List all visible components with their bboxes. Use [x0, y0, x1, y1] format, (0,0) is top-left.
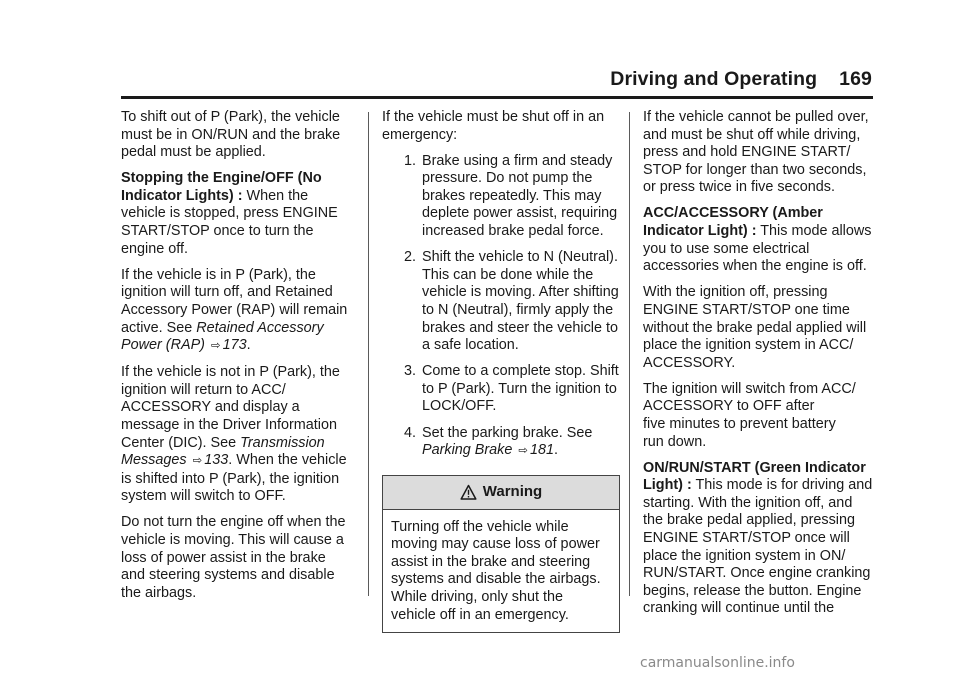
paragraph-do-not-turn-off: Do not turn the engine off when the vehicle is moving. This will cause a loss of power assist in the brake and steering systems and disable the airbags. [121, 514, 346, 601]
column-2 [382, 109, 618, 633]
heading-stopping-engine: Stopping the Engine/OFF (No [121, 170, 322, 187]
heading-acc-accessory: ACC/ACCESSORY (Amber [643, 205, 823, 222]
paragraph-ignition-off-pressing: With the ignition off, pressing ENGINE START/STOP one time without the brake pedal applied will place the ignition system in ACC/ ACCESSORY. [643, 284, 867, 371]
page-reference-arrow-icon: ⇨ [518, 445, 529, 458]
paragraph-stopping-engine: Stopping the Engine/OFF (No Indicator Lights) : When the vehicle is stopped, press ENGINE START/STOP once to turn the engine off. [121, 170, 338, 257]
list-item: 4. Set the parking brake. See Parking Brake ⇨ 181. [403, 424, 593, 459]
paragraph-ignition-switch-off: The ignition will switch from ACC/ ACCESSORY to OFF after five minutes to prevent battery run down. [643, 380, 856, 450]
page-reference-arrow-icon: ⇨ [210, 340, 221, 353]
list-item: 1. Brake using a firm and steady pressure. Do not pump the brakes repeatedly. This may deplete power assist, requiring increased brake pedal force. [403, 152, 618, 240]
column-1 [121, 109, 357, 611]
paragraph-cannot-pull-over: If the vehicle cannot be pulled over, and must be shut off while driving, press and hold ENGINE START/ STOP for longer than two seconds, or press twice in five seconds. [643, 109, 869, 196]
warning-header [383, 476, 619, 510]
section-title: Driving and Operating [610, 68, 818, 90]
list-item: 3. Come to a complete stop. Shift to P (Park). Turn the ignition to LOCK/OFF. [403, 363, 619, 415]
warning-title: Warning [482, 483, 543, 501]
link-transmission-messages[interactable]: Transmission [240, 434, 325, 451]
page-number: 169 [839, 68, 872, 90]
warning-icon [460, 484, 477, 501]
link-retained-accessory-power[interactable]: Retained Accessory [196, 319, 324, 336]
page-header [610, 68, 872, 91]
page-ref-173[interactable]: 173 [222, 337, 247, 354]
paragraph-on-run-start: ON/RUN/START (Green Indicator Light) : This mode is for driving and starting. With the ignition off, and the brake pedal applied, pressing ENGINE START/STOP once will place the ignition system in ON/ RUN/START. Once engine cranking begins, release the button. Engine cranking will continue until the [643, 459, 873, 617]
page-ref-181[interactable]: 181 [530, 442, 555, 459]
link-parking-brake[interactable]: Parking Brake [422, 442, 513, 459]
paragraph-vehicle-not-in-park: If the vehicle is not in P (Park), the ignition will return to ACC/ ACCESSORY and display a message in the Driver Information Center (DIC). See Transmission Messages ⇨ 133. When the vehicle is shifted into P (Park), the ignition system will switch to OFF. [121, 364, 347, 505]
list-item: 2. Shift the vehicle to N (Neutral). This can be done while the vehicle is moving. After shifting to N (Neutral), firmly apply the brakes and steer the vehicle to a safe location. [403, 249, 619, 354]
header-rule [121, 96, 873, 99]
page-ref-133[interactable]: 133 [204, 452, 229, 469]
heading-on-run-start: ON/RUN/START (Green Indicator [643, 459, 866, 476]
watermark[interactable]: carmanualsonline.info [640, 655, 795, 671]
column-divider [368, 112, 369, 596]
column-divider [629, 112, 630, 596]
warning-box [382, 475, 620, 634]
emergency-steps-list [382, 153, 618, 461]
paragraph-emergency-intro: If the vehicle must be shut off in an emergency: [382, 109, 605, 143]
paragraph-vehicle-in-park: If the vehicle is in P (Park), the ignition will turn off, and Retained Accessory Power (RAP) will remain active. See Retained Accessory Power (RAP) ⇨ 173. [121, 266, 348, 354]
warning-body: Turning off the vehicle while moving may cause loss of power assist in the brake and steering systems and disable the airbags. While driving, only shut the vehicle off in an emergency. [391, 518, 601, 623]
page-reference-arrow-icon: ⇨ [192, 455, 203, 468]
paragraph-acc-accessory: ACC/ACCESSORY (Amber Indicator Light) : This mode allows you to use some electrical accessories when the engine is off. [643, 205, 872, 275]
paragraph-shift-out-of-park: To shift out of P (Park), the vehicle must be in ON/RUN and the brake pedal must be applied. [121, 109, 341, 161]
column-3 [643, 109, 881, 627]
